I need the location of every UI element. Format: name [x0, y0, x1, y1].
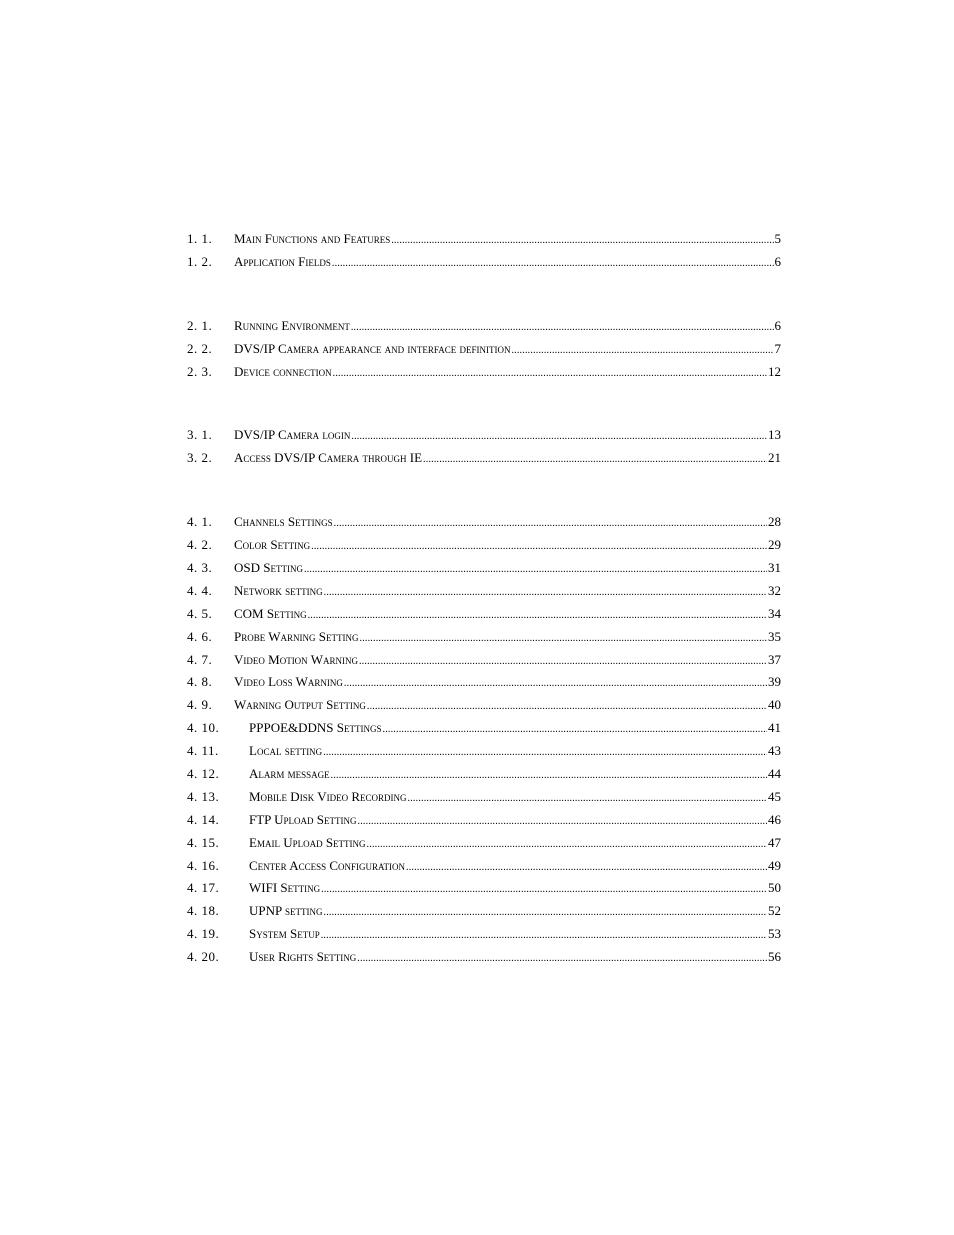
dot-leader: [344, 673, 767, 696]
toc-entry-page: 49: [768, 857, 781, 873]
toc-entry-title[interactable]: Running Environment: [234, 317, 350, 333]
dot-leader: [408, 788, 767, 811]
toc-entry-number: 4. 10.: [187, 720, 220, 736]
toc-entry[interactable]: [187, 900, 781, 923]
toc-entry[interactable]: [187, 511, 781, 534]
dot-leader: [308, 605, 767, 628]
toc-entry-title[interactable]: Warning Output Setting: [234, 697, 366, 713]
toc-entry-title[interactable]: Local setting: [249, 743, 323, 759]
section-gap: [187, 383, 781, 424]
table-of-contents: [187, 228, 781, 969]
dot-leader: [351, 317, 774, 340]
toc-entry-page: 44: [768, 766, 781, 782]
toc-entry-page: 32: [768, 582, 781, 598]
dot-leader: [360, 628, 768, 651]
toc-entry-page: 35: [768, 628, 781, 644]
toc-entry-number: 4. 18.: [187, 903, 220, 919]
toc-entry[interactable]: [187, 424, 781, 447]
toc-entry[interactable]: [187, 338, 781, 361]
toc-entry-page: 29: [768, 537, 781, 553]
toc-entry-page: 6: [774, 317, 781, 333]
dot-leader: [357, 948, 767, 971]
toc-entry[interactable]: [187, 603, 781, 626]
toc-entry-number: 2. 1.: [187, 317, 213, 333]
toc-section: [187, 511, 781, 969]
toc-entry[interactable]: [187, 832, 781, 855]
toc-entry-page: 5: [774, 231, 781, 246]
dot-leader: [334, 513, 767, 536]
toc-entry-number: 1. 2.: [187, 253, 213, 269]
toc-entry-title[interactable]: Network setting: [234, 582, 323, 598]
toc-entry[interactable]: [187, 447, 781, 470]
dot-leader: [333, 363, 767, 386]
toc-entry[interactable]: [187, 946, 781, 969]
toc-entry-number: 4. 16.: [187, 857, 220, 873]
toc-entry-page: 46: [768, 811, 781, 827]
dot-leader: [323, 742, 767, 765]
toc-entry-number: 4. 11.: [187, 743, 219, 759]
toc-entry[interactable]: [187, 763, 781, 786]
dot-leader: [367, 834, 767, 857]
toc-entry-title[interactable]: Alarm message: [249, 766, 330, 782]
dot-leader: [321, 879, 767, 902]
toc-entry[interactable]: [187, 315, 781, 338]
toc-entry[interactable]: [187, 557, 781, 580]
toc-entry-number: 4. 6.: [187, 628, 213, 644]
toc-entry-title[interactable]: DVS/IP Camera login: [234, 427, 351, 443]
toc-entry[interactable]: [187, 671, 781, 694]
toc-entry-number: 4. 2.: [187, 537, 213, 553]
toc-entry[interactable]: [187, 228, 781, 251]
dot-leader: [311, 536, 767, 559]
dot-leader: [332, 253, 774, 276]
toc-entry-number: 4. 5.: [187, 605, 213, 621]
dot-leader: [423, 449, 767, 472]
toc-entry-number: 3. 1.: [187, 427, 213, 443]
dot-leader: [324, 902, 768, 925]
dot-leader: [351, 426, 767, 449]
toc-entry-number: 4. 7.: [187, 651, 213, 667]
toc-section: [187, 315, 781, 384]
dot-leader: [383, 719, 768, 742]
toc-entry-title[interactable]: Color Setting: [234, 537, 311, 553]
toc-entry[interactable]: [187, 855, 781, 878]
toc-entry-page: 34: [768, 605, 781, 621]
toc-entry-page: 50: [768, 880, 781, 896]
toc-entry-title[interactable]: Video Motion Warning: [234, 651, 358, 667]
toc-entry-page: 28: [768, 514, 781, 530]
toc-entry-title[interactable]: Access DVS/IP Camera through IE: [234, 450, 423, 466]
toc-entry-number: 4. 1.: [187, 514, 213, 530]
dot-leader: [367, 696, 767, 719]
toc-entry-title[interactable]: PPPOE&DDNS Settings: [249, 720, 382, 736]
section-gap: [187, 274, 781, 315]
toc-entry-title[interactable]: Probe Warning Setting: [234, 628, 359, 644]
toc-section: [187, 228, 781, 274]
toc-entry-number: 4. 17.: [187, 880, 220, 896]
toc-entry-page: 52: [768, 903, 781, 919]
toc-entry-page: 12: [768, 363, 781, 379]
toc-entry-number: 4. 3.: [187, 560, 213, 576]
toc-entry[interactable]: [187, 361, 781, 384]
toc-entry-number: 4. 19.: [187, 926, 220, 942]
toc-entry[interactable]: [187, 877, 781, 900]
toc-entry[interactable]: [187, 717, 781, 740]
toc-entry-page: 31: [768, 560, 781, 576]
dot-leader: [406, 857, 767, 880]
toc-entry-number: 2. 2.: [187, 340, 213, 356]
toc-entry-number: 4. 15.: [187, 834, 220, 850]
toc-entry-number: 4. 14.: [187, 811, 220, 827]
dot-leader: [304, 559, 767, 582]
toc-entry-number: 3. 2.: [187, 450, 213, 466]
toc-entry[interactable]: [187, 809, 781, 832]
toc-entry-title[interactable]: Application Fields: [234, 253, 331, 269]
toc-entry-title[interactable]: Center Access Configuration: [249, 857, 406, 873]
toc-entry-page: 56: [768, 949, 781, 965]
dot-leader: [321, 925, 767, 948]
dot-leader: [511, 340, 773, 363]
toc-entry-page: 43: [768, 743, 781, 759]
toc-entry-title[interactable]: Device connection: [234, 363, 332, 379]
toc-entry-page: 47: [768, 834, 781, 850]
toc-entry-number: 4. 4.: [187, 582, 213, 598]
toc-entry-number: 2. 3.: [187, 363, 213, 379]
toc-entry-title[interactable]: Video Loss Warning: [234, 674, 343, 690]
dot-leader: [391, 230, 773, 253]
toc-entry-number: 1. 1.: [187, 231, 213, 246]
toc-entry-number: 4. 8.: [187, 674, 213, 690]
toc-entry-page: 45: [768, 788, 781, 804]
toc-entry-title[interactable]: OSD Setting: [234, 560, 303, 576]
dot-leader: [324, 582, 767, 605]
toc-entry-title[interactable]: Channels Settings: [234, 514, 333, 530]
toc-entry-page: 37: [768, 651, 781, 667]
toc-entry-title[interactable]: UPNP setting: [249, 903, 323, 919]
dot-leader: [359, 651, 767, 674]
toc-entry[interactable]: [187, 626, 781, 649]
dot-leader: [358, 811, 767, 834]
toc-entry-page: 40: [768, 697, 781, 713]
toc-entry-title[interactable]: Main Functions and Features: [234, 231, 391, 246]
toc-entry[interactable]: [187, 649, 781, 672]
dot-leader: [331, 765, 767, 788]
toc-entry-title[interactable]: DVS/IP Camera appearance and interface definition: [234, 340, 511, 356]
toc-entry[interactable]: [187, 534, 781, 557]
toc-entry-title[interactable]: COM Setting: [234, 605, 307, 621]
toc-entry[interactable]: [187, 580, 781, 603]
toc-entry-number: 4. 13.: [187, 788, 220, 804]
toc-entry-page: 13: [768, 427, 781, 443]
toc-entry-number: 4. 12.: [187, 766, 220, 782]
toc-entry[interactable]: [187, 251, 781, 274]
toc-entry-title[interactable]: System Setup: [249, 926, 320, 942]
toc-entry[interactable]: [187, 694, 781, 717]
toc-entry-page: 39: [768, 674, 781, 690]
section-gap: [187, 470, 781, 511]
toc-entry-title[interactable]: User Rights Setting: [249, 949, 357, 965]
toc-entry[interactable]: [187, 740, 781, 763]
toc-entry-page: 7: [774, 340, 781, 356]
toc-entry-title[interactable]: Email Upload Setting: [249, 834, 366, 850]
toc-section: [187, 424, 781, 470]
toc-entry-number: 4. 20.: [187, 949, 220, 965]
toc-entry[interactable]: [187, 786, 781, 809]
toc-entry-page: 41: [768, 720, 781, 736]
toc-entry-page: 6: [774, 253, 781, 269]
toc-entry-page: 21: [768, 450, 781, 466]
toc-entry-page: 53: [768, 926, 781, 942]
toc-entry[interactable]: [187, 923, 781, 946]
toc-entry-title[interactable]: Mobile Disk Video Recording: [249, 788, 407, 804]
toc-entry-number: 4. 9.: [187, 697, 213, 713]
toc-entry-title[interactable]: FTP Upload Setting: [249, 811, 357, 827]
toc-entry-title[interactable]: WIFI Setting: [249, 880, 321, 896]
